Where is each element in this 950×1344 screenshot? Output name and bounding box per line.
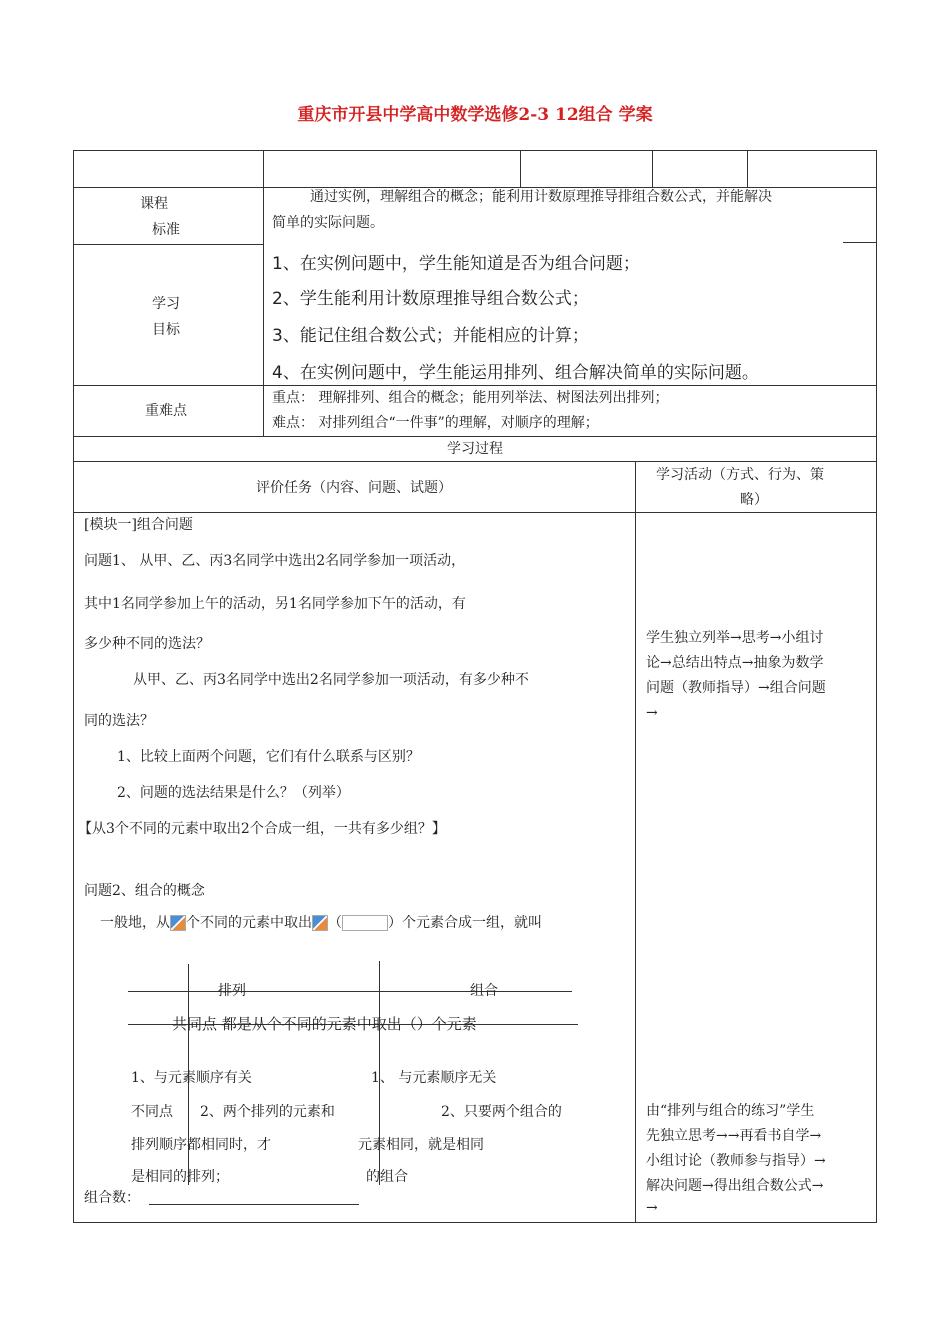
combination-point-1: 1、 与元素顺序无关 <box>371 1070 497 1086</box>
standard-label-2: 标准 <box>152 222 180 238</box>
process-heading: 学习过程 <box>447 441 503 457</box>
standard-label-1: 课程 <box>140 196 168 212</box>
table-border-left <box>73 150 74 1223</box>
combination-header: 组合 <box>470 983 498 999</box>
definition-line <box>100 915 542 932</box>
activity-column-header-1: 学习活动（方式、行为、策 <box>656 467 824 483</box>
activity-column-header-2: 略） <box>740 492 768 508</box>
divider <box>843 242 877 243</box>
formula-image-icon <box>342 915 388 931</box>
permutation-point-2c: 是相同的排列； <box>131 1169 229 1185</box>
permutation-point-2a: 2、两个排列的元素和 <box>200 1104 335 1120</box>
goal-item-2: 2、学生能利用计数原理推导组合数公式； <box>272 289 589 309</box>
table-border-top <box>73 150 877 151</box>
question-1-line-5: 同的选法？ <box>84 713 154 729</box>
divider <box>520 150 521 187</box>
divider <box>73 436 877 437</box>
difference-label: 不同点 <box>131 1104 173 1120</box>
activity-2-line-2: 先独立思考→→再看书自学→ <box>646 1128 822 1144</box>
question-2-title: 问题2、组合的概念 <box>84 883 205 899</box>
definition-part-3: （ <box>328 915 342 931</box>
divider <box>73 385 877 386</box>
activity-2-line-1: 由“排列与组合的练习”学生 <box>646 1103 815 1119</box>
divider <box>635 461 636 1223</box>
document-title: 重庆市开县中学高中数学选修2-3 12组合 学案 <box>297 105 653 125</box>
divider <box>73 512 877 513</box>
divider <box>73 244 264 245</box>
permutation-point-2b: 排列顺序都相同时，才 <box>131 1137 271 1153</box>
goals-label-1: 学习 <box>152 296 180 312</box>
divider <box>73 461 877 462</box>
question-1-line-1: 问题1、 从甲、乙、丙3名同学中选出2名同学参加一项活动， <box>84 553 466 569</box>
activity-1-line-4: → <box>646 705 658 721</box>
divider <box>747 150 748 187</box>
activity-2-line-3: 小组讨论（教师参与指导）→ <box>646 1153 826 1169</box>
combination-count-blank <box>149 1204 359 1205</box>
definition-part-4: ）个元素合成一组，就叫 <box>388 915 542 931</box>
difficulty: 难点： 对排列组合“一件事”的理解，对顺序的理解； <box>272 415 599 431</box>
question-1-line-3: 多少种不同的选法？ <box>84 636 210 652</box>
compare-question: 1、比较上面两个问题，它们有什么联系与区别？ <box>117 749 420 765</box>
key-point: 重点： 理解排列、组合的概念；能用列举法、树图法列出排列； <box>272 390 669 406</box>
combination-point-2b: 元素相同，就是相同 <box>358 1137 484 1153</box>
divider <box>263 150 264 436</box>
combination-point-2c: 的组合 <box>366 1169 408 1185</box>
goal-item-1: 1、在实例问题中，学生能知道是否为组合问题； <box>272 254 640 274</box>
permutation-header: 排列 <box>218 983 246 999</box>
task-column-header: 评价任务（内容、问题、试题） <box>256 480 452 496</box>
activity-1-line-3: 问题（教师指导）→组合问题 <box>646 680 826 696</box>
question-1-line-2: 其中1名同学参加上午的活动，另1名同学参加下午的活动，有 <box>84 596 466 612</box>
module-title: [模块一]组合问题 <box>84 517 193 533</box>
common-point: 共同点 都是从个不同的元素中取出（）个元素 <box>172 1015 477 1033</box>
goals-label-2: 目标 <box>152 322 180 338</box>
goal-item-3: 3、能记住组合数公式；并能相应的计算； <box>272 326 589 346</box>
bracket-question: 【从3个不同的元素中取出2个合成一组，一共有多少组？】 <box>78 821 446 837</box>
standard-text-2: 简单的实际问题。 <box>272 215 384 231</box>
standard-text-1: 通过实例，理解组合的概念；能利用计数原理推导排组合数公式，并能解决 <box>310 189 772 205</box>
formula-image-icon <box>312 915 328 931</box>
table-border-bottom <box>73 1222 877 1223</box>
combination-count-label: 组合数： <box>84 1190 140 1206</box>
divider <box>128 991 572 992</box>
result-question: 2、问题的选法结果是什么？（列举） <box>117 785 350 801</box>
permutation-point-1: 1、与元素顺序有关 <box>131 1070 252 1086</box>
table-border-right <box>876 150 877 1223</box>
activity-2-line-5: → <box>646 1200 658 1216</box>
definition-part-2: 个不同的元素中取出 <box>186 915 312 931</box>
activity-1-line-1: 学生独立列举→思考→小组讨 <box>646 630 824 646</box>
goal-item-4: 4、在实例问题中，学生能运用排列、组合解决简单的实际问题。 <box>272 363 759 383</box>
definition-part-1: 一般地，从 <box>100 915 170 931</box>
combination-point-2a: 2、只要两个组合的 <box>441 1104 562 1120</box>
divider <box>73 187 877 188</box>
divider <box>652 150 653 187</box>
activity-1-line-2: 论→总结出特点→抽象为数学 <box>646 655 824 671</box>
activity-2-line-4: 解决问题→得出组合数公式→ <box>646 1178 824 1194</box>
key-label: 重难点 <box>145 403 187 419</box>
formula-image-icon <box>170 915 186 931</box>
question-1-line-4: 从甲、乙、丙3名同学中选出2名同学参加一项活动，有多少种不 <box>133 672 529 688</box>
